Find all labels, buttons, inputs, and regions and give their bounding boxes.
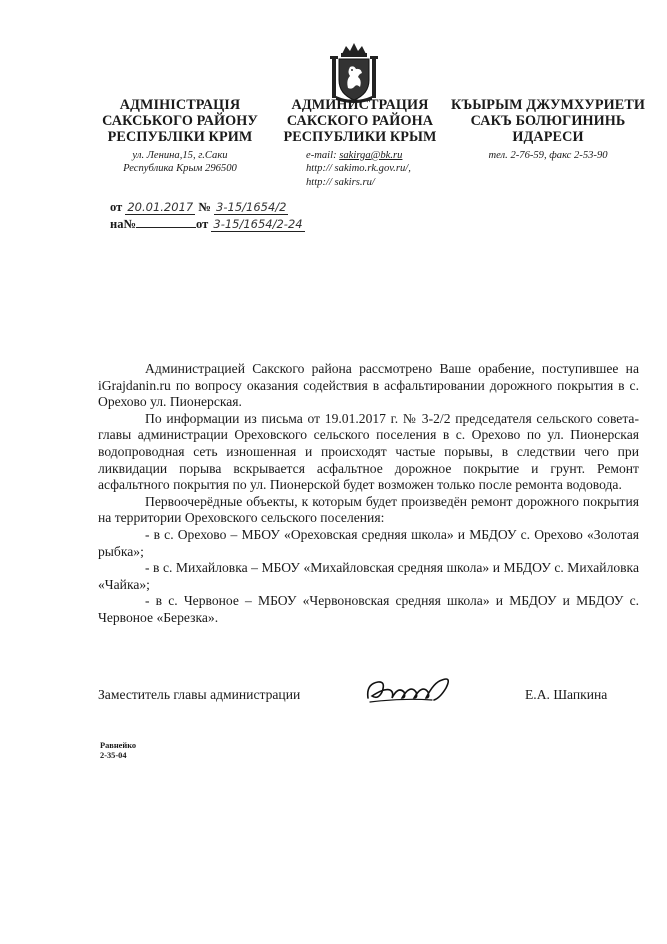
letterhead-ru [272, 97, 448, 189]
address-line1: ул. Ленина,15, г.Саки [132, 149, 228, 161]
paragraph-1: Администрацией Сакского района рассмотрено Ваше орабение, поступившее на iGrajdanin.ru по вопросу оказания содействия в асфальтировании дорожного покрытия в с. Орехово ул. Пионерская. [98, 361, 639, 410]
signatory-name: Е.А. Шапкина [525, 687, 608, 702]
to-number-label: на№ [110, 217, 137, 231]
incoming-reference [110, 216, 305, 232]
email-label: e-mail: [306, 149, 340, 161]
phone-line: тел. 2-76-59, факс 2-53-90 [488, 149, 608, 161]
list-item: - в с. Орехово – МБОУ «Ореховская средняя школа» и МБДОУ с. Орехово «Золотая рыбка»; [98, 526, 639, 559]
blank-field [136, 216, 196, 228]
org-name-cr-line1: КЪЫРЫМ ДЖУМХУРИЕТИ [450, 97, 646, 113]
executor-phone: 2-35-04 [100, 751, 127, 760]
paragraph-3: Первоочерёдные объекты, к которым будет произведён ремонт дорожного покрытия на территории Ореховского сельского поселения: [98, 493, 639, 526]
org-name-ua-line1: АДМІНІСТРАЦІЯ [119, 97, 241, 113]
outgoing-reference [110, 200, 288, 215]
org-name-ru-line2: САКСКОГО РАЙОНА [286, 113, 434, 130]
outgoing-date: 20.01.2017 [127, 200, 194, 214]
from-label: от [110, 200, 123, 214]
to-from-label: от [196, 217, 209, 231]
address-block [100, 149, 260, 176]
org-name-ua-line3: РЕСПУБЛІКИ КРИМ [107, 129, 253, 146]
letterhead-ua [100, 97, 260, 176]
number-label: № [198, 200, 211, 214]
signatory-title: Заместитель главы администрации [98, 687, 301, 702]
executor-name: Равнейко [100, 741, 137, 750]
address-line2: Республика Крым 296500 [123, 163, 237, 175]
outgoing-number: 3-15/1654/2 [216, 200, 287, 214]
list-item: - в с. Михайловка – МБОУ «Михайловская средняя школа» и МБДОУ с. Михайловка «Чайка»; [98, 560, 639, 592]
paragraph-2: По информации из письма от 19.01.2017 г. № 3-2/2 председателя сельского совета-главы администрации Ореховского сельского поселения в с. Орехово по ул. Пионерская водопроводная сеть изношенная и происходят частые порывы, в следствии чего при ликвидации порыва вскрывается асфальтное дорожное покрытие и грунт. Ремонт асфальтного покрытия по ул. Пионерской будет возможен только после ремонта водовода. [98, 410, 639, 493]
org-name-ua-line2: САКСЬКОГО РАЙОНУ [102, 113, 258, 130]
email-link[interactable]: sakirga@bk.ru [339, 149, 403, 161]
incoming-number: 3-15/1654/2-24 [213, 217, 303, 231]
coat-of-arms-icon [328, 40, 380, 104]
website-link-1[interactable]: http:// sakimo.rk.gov.ru/, [306, 163, 411, 175]
org-name-cr-line3: ИДАРЕСИ [512, 129, 584, 146]
letterhead-crimean-tatar [450, 97, 646, 162]
org-name-ru-line3: РЕСПУБЛИКИ КРЫМ [283, 129, 437, 146]
website-link-2[interactable]: http:// sakirs.ru/ [306, 176, 375, 188]
executor-block [100, 741, 136, 761]
letter-body [98, 361, 639, 627]
org-name-cr-line2: САКЪ БОЛЮГИНИНЬ [470, 113, 626, 130]
list-item: - в с. Червоное – МБОУ «Червоновская средняя школа» и МБДОУ и МБДОУ с. Червоное «Березка». [98, 593, 639, 625]
contact-block [272, 149, 448, 190]
handwritten-signature [362, 668, 462, 710]
org-name-ru-line1: АДМИНИСТРАЦИЯ [291, 97, 429, 113]
email-line [306, 149, 448, 163]
